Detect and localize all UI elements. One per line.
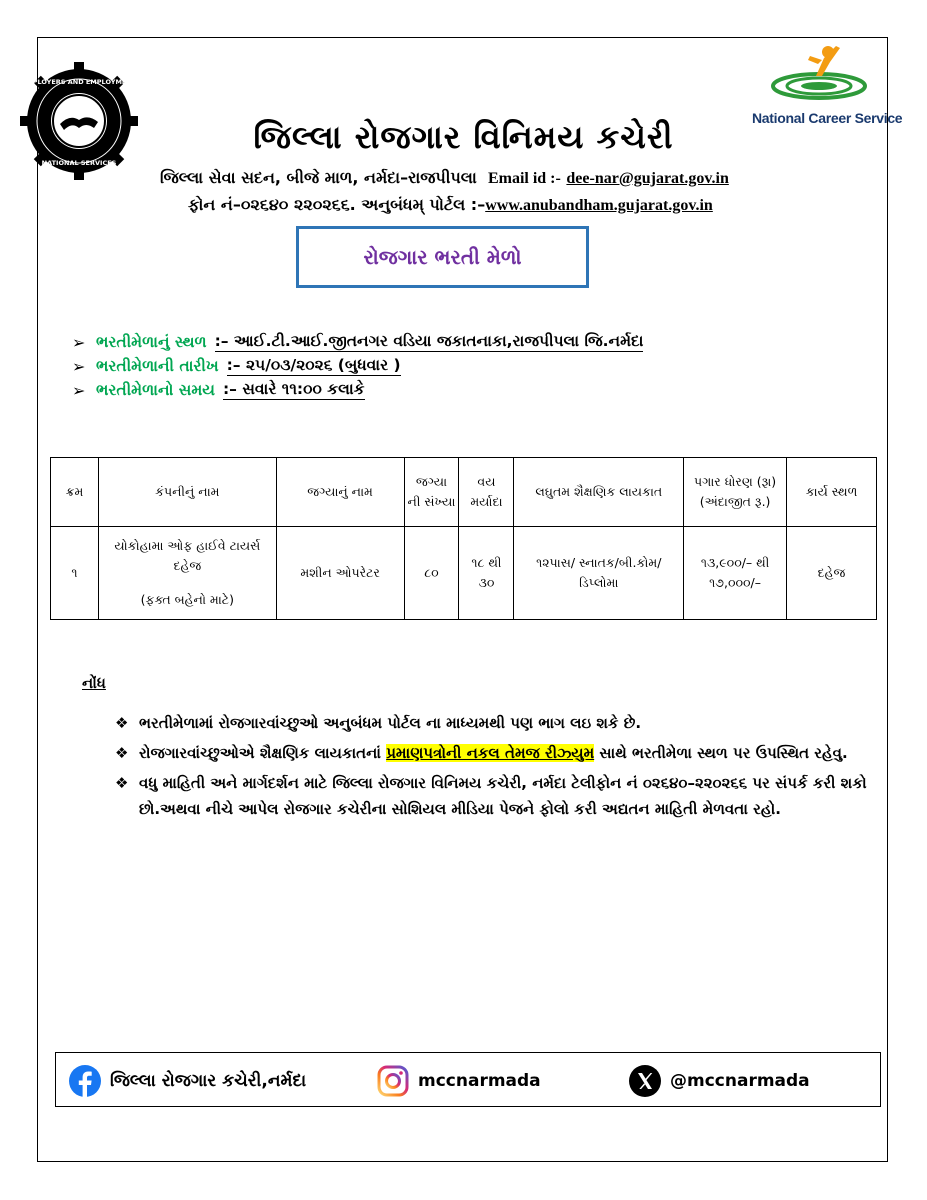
phone-line <box>188 195 713 215</box>
cell-salary: ૧૩,૯૦૦/– થી ૧૭,૦૦૦/– <box>684 527 787 620</box>
social-footer <box>55 1052 881 1107</box>
event-details <box>72 330 643 402</box>
detail-time <box>72 378 643 402</box>
facebook-link[interactable] <box>68 1053 306 1108</box>
note-item <box>115 710 885 736</box>
header-salary: પગાર ધોરણ (રૂા) (અંદાજીત રૂ.) <box>684 458 787 527</box>
detail-label: ભરતીમેળાનું સ્થળ <box>96 332 207 351</box>
cell-qualification: ૧૨પાસ/ સ્નાતક/બી.કોમ/ ડિપ્લોમા <box>514 527 684 620</box>
note-text <box>139 770 885 822</box>
header-vacancies: જગ્યા ની સંખ્યા <box>404 458 459 527</box>
instagram-link[interactable] <box>376 1053 541 1108</box>
header-age: વય મર્યાદા <box>459 458 514 527</box>
x-label: @mccnarmada <box>670 1070 810 1091</box>
facebook-icon <box>68 1064 102 1098</box>
portal-link[interactable]: www.anubandham.gujarat.gov.in <box>485 197 713 214</box>
header-company: કંપનીનું નામ <box>98 458 276 527</box>
arrow-icon: ➢ <box>72 380 86 400</box>
note-text <box>139 710 641 736</box>
phone-portal-text: ફોન નં–૦૨૬૪૦ ૨૨૦૨૬૬. અનુબંધમ્ પોર્ટલ :– <box>188 195 486 214</box>
diamond-bullet-icon: ❖ <box>115 774 129 792</box>
address-line <box>160 168 729 188</box>
cell-company <box>98 527 276 620</box>
arrow-icon: ➢ <box>72 332 86 352</box>
note-text-part: રોજગારવાંચ્છુઓએ શૈક્ષણિક લાયકાતનાં <box>139 744 387 762</box>
header-sr: ક્રમ <box>51 458 99 527</box>
company-note: (ફક્ત બહેનો માટે) <box>140 592 234 607</box>
table-row <box>51 527 877 620</box>
detail-date <box>72 354 643 378</box>
detail-label: ભરતીમેળાનો સમય <box>96 380 215 399</box>
header-post: જગ્યાનું નામ <box>276 458 404 527</box>
arrow-icon: ➢ <box>72 356 86 376</box>
detail-venue <box>72 330 643 354</box>
job-fair-banner: રોજગાર ભરતી મેળો <box>296 226 589 288</box>
notes-heading: નોંધ <box>82 674 106 692</box>
note-item <box>115 770 885 822</box>
office-title: જિલ્લા રોજગાર વિનિમય કચેરી <box>253 118 674 156</box>
note-text-part: વધુ માહિતી અને માર્ગદર્શન માટે જિલ્લા રોજગાર વિનિમય કચેરી, નર્મદા ટેલીફોન નં ૦૨૬૪૦–૨૨૦૨૬૬ પર સંપર્ક કરી શકો છો.અથવા નીચે આપેલ રોજગાર કચેરીના સોશિયલ મીડિયા પેજને ફોલો કરી અદ્યતન માહિતી મેળવતા રહો. <box>139 774 867 818</box>
company-name: યોકોહામા ઓફ હાઈવે ટાયર્સ દહેજ <box>114 538 261 573</box>
facebook-label: જિલ્લા રોજગાર કચેરી,નર્મદા <box>110 1070 307 1091</box>
svg-text:EMPLOYERS AND EMPLOYMENT: EMPLOYERS AND EMPLOYMENT <box>21 78 137 86</box>
detail-value: :– સવારે ૧૧:૦૦ કલાકે <box>222 380 365 398</box>
detail-label: ભરતીમેળાની તારીખ <box>96 356 219 375</box>
instagram-icon <box>376 1064 410 1098</box>
diamond-bullet-icon: ❖ <box>115 744 129 762</box>
header-location: કાર્ય સ્થળ <box>787 458 877 527</box>
email-label: Email id :- <box>487 170 561 187</box>
vacancy-table <box>50 457 877 620</box>
cell-post: મશીન ઓપરેટર <box>276 527 404 620</box>
email-link[interactable]: dee-nar@gujarat.gov.in <box>566 170 729 187</box>
header-qualification: લઘુતમ શૈક્ષણિક લાયકાત <box>514 458 684 527</box>
notes-list <box>115 710 885 826</box>
cell-sr: ૧ <box>51 527 99 620</box>
address-text: જિલ્લા સેવા સદન, બીજે માળ, નર્મદા–રાજપીપલા <box>160 168 477 187</box>
cell-age: ૧૮ થી ૩૦ <box>459 527 514 620</box>
table-header-row <box>51 458 877 527</box>
x-link[interactable] <box>628 1053 810 1108</box>
detail-value: :– આઈ.ટી.આઈ.જીતનગર વડિયા જકાતનાકા,રાજપીપલા જિ.નર્મદા <box>214 332 644 350</box>
note-item <box>115 740 885 766</box>
instagram-label: mccnarmada <box>418 1070 541 1091</box>
note-text-part: સાથે ભરતીમેળા સ્થળ પર ઉપસ્થિત રહેવુ. <box>594 744 848 762</box>
cell-vacancies: ૮૦ <box>404 527 459 620</box>
diamond-bullet-icon: ❖ <box>115 714 129 732</box>
x-icon <box>628 1064 662 1098</box>
note-text-part: ભરતીમેળામાં રોજગારવાંચ્છુઓ અનુબંધમ પોર્ટલ ના માધ્યમથી પણ ભાગ લઇ શકે છે. <box>139 714 642 732</box>
note-text <box>139 740 848 766</box>
svg-text:NATIONAL SERVICES: NATIONAL SERVICES <box>41 159 117 167</box>
note-highlight: પ્રમાણપત્રોની નકલ તેમજ રીઝ્યુમ <box>386 744 595 762</box>
detail-value: :– ૨૫/૦૩/૨૦૨૬ (બુધવાર ) <box>226 356 401 374</box>
cell-location: દહેજ <box>787 527 877 620</box>
ncs-logo-text: National Career Service <box>752 110 903 126</box>
